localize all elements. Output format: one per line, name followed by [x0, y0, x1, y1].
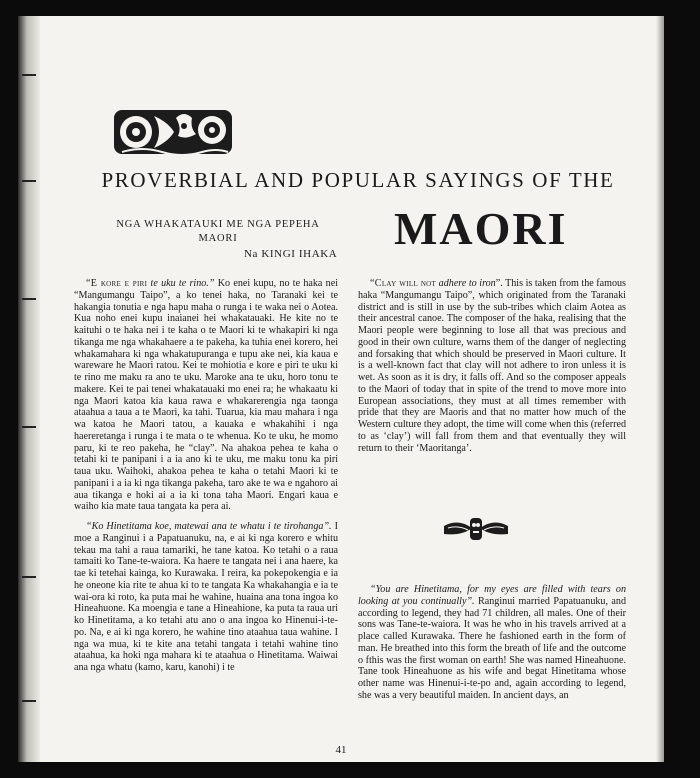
tiki-ornament-illustration	[442, 516, 510, 544]
english-text-column	[358, 584, 626, 702]
binding-mark	[22, 426, 36, 428]
proverb-italic: “You are Hinetitama, for my eyes are filled with tears on looking at you continually”.	[358, 584, 626, 607]
subtitle-line: NGA WHAKATAUKI ME NGA PEPEHA	[116, 219, 320, 230]
maori-text-column	[74, 278, 338, 674]
magazine-page	[18, 16, 664, 762]
paragraph	[74, 521, 338, 674]
maori-subtitle	[78, 218, 358, 246]
title-maori: MAORI	[394, 203, 568, 254]
paragraph	[358, 584, 626, 702]
binding-mark	[22, 576, 36, 578]
page-number: 41	[335, 744, 347, 756]
binding-mark	[22, 74, 36, 76]
binding-mark	[22, 700, 36, 702]
paragraph-body: I moe a Ranginui i a Papatuanuku, na, e ai ki nga korero e whitu tekau ma tahi a raua tamariki, he tane katoa. Ko tetahi o a raua tamaiti ko Tane-te-waiora. Ka haere te tangata nei i ana haere, ka tae ki tetehai kainga, ko Kurawaka. I reira, ka pokepokengia e ia he oneone kia rite te ahua ki to te tangata Ka whakahangia e ia te wai-ora ki roto, ka puta mai he wahine, huaina ana tona ingoa ko Hineahuone. Ka moengia e tane a Hineahione, ka puta ta raua uri ko Hinetitama, a ko tetahi atu ano o ana ingoa ko Hinenui-i-te-po. Na, e ai ki nga korero, he wahine tino ataahua taua wahine. I nga wa mua, ki te kite ana tetahi tangata i tetahi wahine tino ataahua, ka hoki nga mahara ki te ataahua o Hinetitama. Waiwai ana nga whatu (kamo, karu, kanohi) i te	[74, 521, 338, 673]
binding-mark	[22, 298, 36, 300]
proverb-italic: adhere to iron	[438, 278, 496, 289]
paragraph-body: Ko enei kupu, no te haka nei “Mangumangu Taipo”, a ko tenei haka, no Taranaki kei te hakangia tonutia e nga hapu maha o runga i te waka nei o Aotea. Kua noho enei kupu inaianei hei whakatauaki. He kite no te kaituhi o te haka nei i te kaha o te Maori ki te whakapiri ki nga tikanga me nga whakahaere a te pakeha, ka tuhia enei korero, hei whakamahara ki nga whakatupuranga e tupu ake nei, kia kaua e wareware he Maori ratou. Kei te mohiotia e kore e piri te uku ki te rino me maku ra ano te uku. Maroke ana te uku, horo tonu te makere. Kei te pai tenei whakatauaki mo enei ra; he whakaatu ki nga Maori katoa kia kaua rawa e whakarerengia nga taonga ataahua a taua a te Maori, ka tahi. Tuarua, kia mau mahara i nga wa katoa he Maori tatou, a kauaka e whakahihi i nga haereretanga i runga i te mata o te whenua. Ko te uku, he momo paru, ki te reo pakeha, he “clay”. Na ahakoa pehea te kaha o tetahi ki te panipani i a ia ano ki te uku, me maku tonu ka piri taua uku. Waihoki, ahakoa pehea te kaha o tetahi Maori ki te panipani i a ia ki nga tikanga pakeha, taro ake te wa e ngahoro ai aua tikanga e hoki ai a ia ki tona taha Maori. Engari kaua e waiho kia mate taua tangata ka pera ai.	[74, 278, 338, 513]
paragraph	[358, 278, 626, 454]
maori-carving-illustration	[114, 102, 232, 160]
paragraph	[74, 278, 338, 513]
paragraph-lead: “E kore e piri	[86, 278, 148, 289]
page-binding-shadow	[18, 16, 40, 762]
proverb-italic: te uku te rino.”	[150, 278, 215, 289]
paragraph-body: Ranginui married Papatuanuku, and according to legend, they had 71 children, all males. One of their sons was Tane-te-waiora. It was he who in his travels arrived at a place called Kurawaka. There he fashioned earth in the form of man. He breathed into this form the breath of life and the outcome o fthis was the first woman on earth! She was named Hineahuone. Tane took Hineahuone as his wife and begat Hinetitama whose other name was Hinenui-i-te-po and, again according to legend, she was a very beautiful maiden. In ancient days, an	[358, 595, 627, 701]
page-edge-shadow	[656, 16, 664, 762]
english-text-column	[358, 278, 626, 454]
paragraph-lead: “Clay will not	[370, 278, 437, 289]
author-byline: Na KINGI IHAKA	[244, 248, 338, 260]
proverb-italic: “Ko Hinetitama koe, matewai ana te whatu i te tirohanga”.	[86, 521, 332, 532]
paragraph-body: ”. This is taken from the famous haka “Mangumangu Taipo”, which originated from the Taranaki district and is still in use by the sub-tribes which claim Aotea as their ancestral canoe. The composer of the haka, realising that the Maori people were beginning to lose all that was precious and good in their own culture, warns them of the danger of neglecting and forsaking that which should be preserved in Maori culture. It is a well-known fact that clay will not adhere to iron unless it is wet. As soon as it is dry, it falls off. And so the composer appeals to the Maori of today that in spite of the trend to move more into European associations, they must at all times remember with pride that they are Maoris and that no matter how much of the Western culture they adopt, the time will come when this (referred to as ‘clay’) will fall from them and that eventually they will return to their ‘Maoritanga’.	[358, 278, 626, 454]
subtitle-line: MAORI	[198, 233, 238, 244]
binding-mark	[22, 180, 36, 182]
article-title: PROVERBIAL AND POPULAR SAYINGS OF THE	[101, 168, 615, 192]
